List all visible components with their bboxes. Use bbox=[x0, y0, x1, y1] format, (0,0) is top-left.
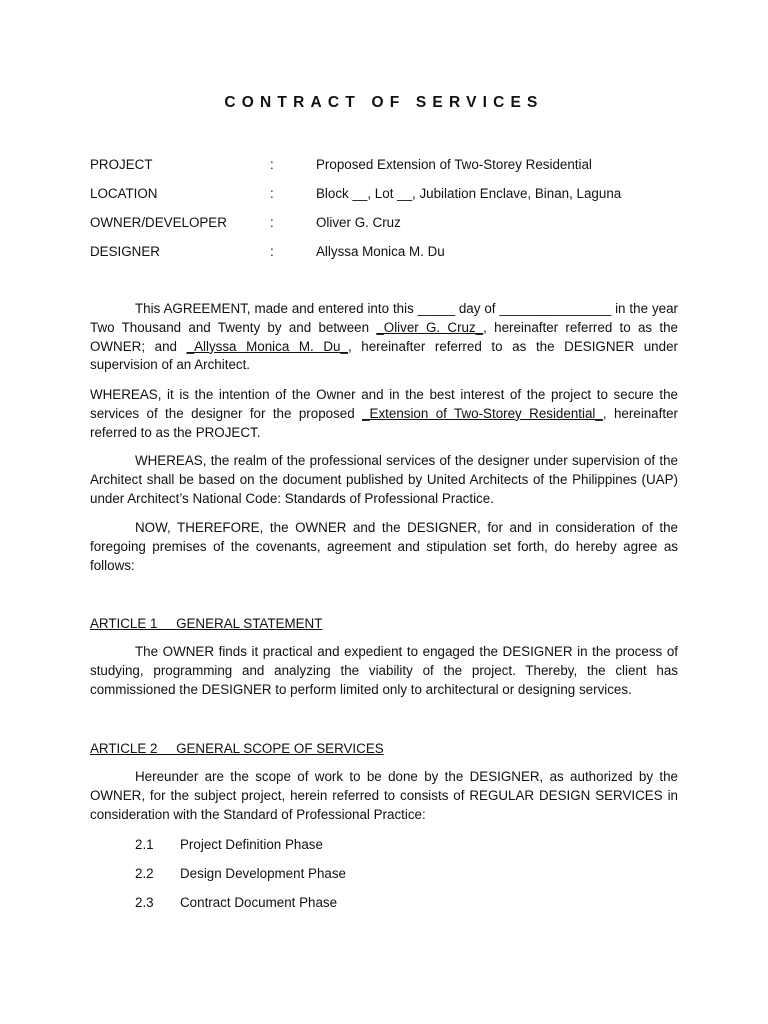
whereas-text-b: , hereinafter referred to as the PROJECT. bbox=[90, 405, 678, 440]
article-2-text: Hereunder are the scope of work to be done by the DESIGNER, as authorized by the OWNER, for the subject project, herein referred to consists of REGULAR DESIGN SERVICES in consideration with the Standard of Professional Practice: bbox=[90, 769, 678, 822]
document-title: CONTRACT OF SERVICES bbox=[224, 94, 544, 111]
owner-colon: : bbox=[270, 215, 274, 230]
project-details bbox=[90, 155, 690, 271]
whereas-realm-paragraph bbox=[90, 452, 678, 508]
owner-name-fill: _Oliver G. Cruz_ bbox=[376, 319, 484, 335]
owner-label: OWNER/DEVELOPER bbox=[90, 215, 227, 230]
agreement-paragraph bbox=[90, 300, 678, 375]
list-item-number: 2.3 bbox=[135, 895, 154, 910]
article-2-paragraph bbox=[90, 768, 678, 824]
list-item-text: Project Definition Phase bbox=[180, 837, 323, 852]
scope-list bbox=[135, 835, 635, 922]
location-colon: : bbox=[270, 186, 274, 201]
article-1-text: The OWNER finds it practical and expedient to engaged the DESIGNER in the process of studying, programming and analyzing the viability of the project. Thereby, the client has commissioned the DESIGNER to perform limited only to architectural or designing services. bbox=[90, 644, 678, 697]
list-item-number: 2.1 bbox=[135, 837, 154, 852]
whereas-text-a: WHEREAS, it is the intention of the Owner and in the best interest of the project to secure the services of the designer for the proposed bbox=[90, 387, 678, 421]
whereas-intention-paragraph bbox=[90, 386, 678, 442]
list-item bbox=[135, 835, 635, 864]
article-1-paragraph bbox=[90, 643, 678, 699]
project-colon: : bbox=[270, 157, 274, 172]
owner-row bbox=[90, 213, 690, 242]
list-item bbox=[135, 864, 635, 893]
now-therefore-paragraph bbox=[90, 519, 678, 575]
article-1-heading: ARTICLE 1 GENERAL STATEMENT bbox=[90, 616, 323, 631]
owner-value: Oliver G. Cruz bbox=[316, 215, 401, 230]
article-2-heading: ARTICLE 2 GENERAL SCOPE OF SERVICES bbox=[90, 741, 384, 756]
list-item bbox=[135, 893, 635, 922]
agreement-text-c: , hereinafter referred to as the DESIGNER under supervision of an Architect. bbox=[90, 338, 678, 373]
designer-value: Allyssa Monica M. Du bbox=[316, 244, 445, 259]
project-value: Proposed Extension of Two-Storey Residential bbox=[316, 157, 592, 172]
project-row bbox=[90, 155, 690, 184]
designer-row bbox=[90, 242, 690, 271]
agreement-text-a: This AGREEMENT, made and entered into this _____ day of _______________ in the year Two Thousand and Twenty by and between bbox=[90, 301, 678, 335]
project-label: PROJECT bbox=[90, 157, 153, 172]
location-label: LOCATION bbox=[90, 186, 158, 201]
list-item-text: Design Development Phase bbox=[180, 866, 346, 881]
agreement-text-b: , hereinafter referred to as the OWNER; and bbox=[90, 319, 678, 354]
list-item-number: 2.2 bbox=[135, 866, 154, 881]
project-name-fill: _Extension of Two-Storey Residential_ bbox=[362, 405, 603, 421]
list-item-text: Contract Document Phase bbox=[180, 895, 338, 910]
designer-name-fill: _Allyssa Monica M. Du_ bbox=[186, 338, 348, 354]
whereas-realm-text: WHEREAS, the realm of the professional services of the designer under supervision of the Architect shall be based on the document published by United Architects of the Philippines (UAP) under Architect’s National Code: Standards of Professional Practice. bbox=[90, 453, 678, 506]
now-therefore-text: NOW, THEREFORE, the OWNER and the DESIGNER, for and in consideration of the foregoing premises of the covenants, agreement and stipulation set forth, do hereby agree as follows: bbox=[90, 520, 678, 573]
designer-colon: : bbox=[270, 244, 274, 259]
location-value: Block __, Lot __, Jubilation Enclave, Binan, Laguna bbox=[316, 186, 622, 201]
designer-label: DESIGNER bbox=[90, 244, 160, 259]
location-row bbox=[90, 184, 690, 213]
